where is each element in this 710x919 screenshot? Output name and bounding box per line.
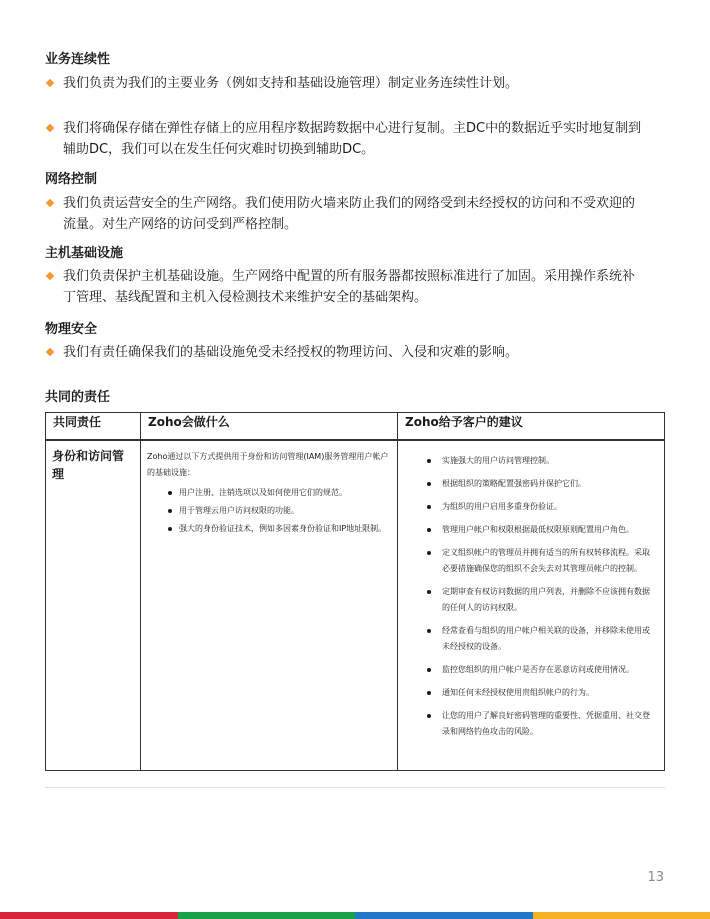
table-row: [46, 440, 665, 770]
diamond-bullet-icon: [46, 348, 54, 356]
list-item: 定期审查有权访问数据的用户列表，并删除不应该拥有数据的任何人的访问权限。: [442, 584, 650, 616]
footer-segment-blue: [355, 912, 533, 919]
header-customer-advice: Zoho给予客户的建议: [398, 413, 665, 441]
list-item: 管理用户帐户和权限根据最低权限原则配置用户角色。: [442, 522, 650, 538]
table-title: 共同的责任: [45, 390, 111, 405]
list-item: 为组织的用户启用多重身份验证。: [442, 499, 650, 515]
zoho-cell: [141, 440, 398, 770]
footer-divider: [45, 787, 665, 788]
bullet-paragraph: [63, 193, 643, 235]
bullet-paragraph: [63, 118, 643, 160]
list-item: 用于管理云用户访问权限的功能。: [179, 503, 391, 518]
diamond-bullet-icon: [46, 79, 54, 87]
customer-cell: [398, 440, 665, 770]
footer-segment-yellow: [533, 912, 710, 919]
table-header-row: [46, 413, 665, 441]
paragraph-text: 我们负责保护主机基础设施。生产网络中配置的所有服务器都按照标准进行了加固。采用操作系统补丁管理、基线配置和主机入侵检测技术来维护安全的基础架构。: [63, 269, 636, 305]
list-item: 根据组织的策略配置强密码并保护它们。: [442, 476, 650, 492]
list-item: 强大的身份验证技术，例如多因素身份验证和IP地址限制。: [179, 521, 391, 536]
list-item: 通知任何未经授权使用贵组织帐户的行为。: [442, 685, 650, 701]
paragraph-text: 我们负责运营安全的生产网络。我们使用防火墙来防止我们的网络受到未经授权的访问和不受欢迎的流量。对生产网络的访问受到严格控制。: [63, 196, 636, 232]
footer-segment-green: [178, 912, 356, 919]
footer-segment-red: [0, 912, 178, 919]
customer-list: [404, 453, 658, 740]
bullet-paragraph: [63, 342, 643, 363]
zoho-list: [147, 485, 391, 536]
diamond-bullet-icon: [46, 272, 54, 280]
page-number: 13: [647, 870, 664, 885]
paragraph-text: 我们有责任确保我们的基础设施免受未经授权的物理访问、入侵和灾难的影响。: [63, 345, 519, 360]
section-heading-network-control: 网络控制: [45, 172, 98, 187]
paragraph-text: 我们负责为我们的主要业务（例如支持和基础设施管理）制定业务连续性计划。: [63, 76, 519, 91]
section-heading-physical-security: 物理安全: [45, 322, 98, 337]
footer-color-bar: [0, 912, 710, 919]
header-shared-responsibility: 共同责任: [46, 413, 141, 441]
row-name: 身份和访问管理: [46, 440, 141, 770]
section-heading-host-infrastructure: 主机基础设施: [45, 246, 124, 261]
paragraph-text: 我们将确保存储在弹性存储上的应用程序数据跨数据中心进行复制。主DC中的数据近乎实时地复制到辅助DC，我们可以在发生任何灾难时切换到辅助DC。: [63, 121, 642, 157]
list-item: 监控您组织的用户帐户是否存在恶意访问或使用情况。: [442, 662, 650, 678]
list-item: 让您的用户了解良好密码管理的重要性、凭据重用、社交登录和网络钓鱼攻击的风险。: [442, 708, 650, 740]
bullet-paragraph: [63, 73, 643, 94]
section-heading-business-continuity: 业务连续性: [45, 52, 111, 67]
bullet-paragraph: [63, 266, 643, 308]
list-item: 实施强大的用户访问管理控制。: [442, 453, 650, 469]
shared-responsibility-table: [45, 412, 665, 771]
list-item: 用户注册、注销选项以及如何使用它们的规范。: [179, 485, 391, 500]
header-zoho-does: Zoho会做什么: [141, 413, 398, 441]
list-item: 定义组织帐户的管理员并拥有适当的所有权转移流程。采取必要措施确保您的组织不会失去对其管理员帐户的控制。: [442, 545, 650, 577]
list-item: 经常查看与组织的用户帐户相关联的设备，并移除未使用或未经授权的设备。: [442, 623, 650, 655]
zoho-intro: Zoho通过以下方式提供用于身份和访问管理(IAM)服务管理用户帐户的基础设施：: [147, 452, 389, 477]
diamond-bullet-icon: [46, 199, 54, 207]
diamond-bullet-icon: [46, 124, 54, 132]
